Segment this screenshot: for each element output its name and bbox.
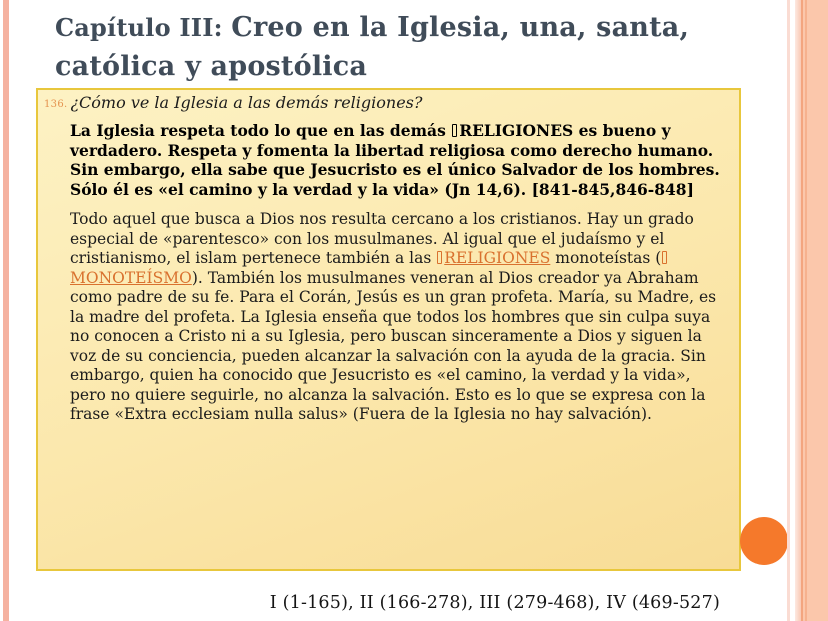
commentary-paragraph (70, 210, 721, 425)
text-run: RELIGIONES es bueno y verdadero. Respeta y fomenta la libertad religiosa como derecho humano. Sin embargo, ella sabe que Jesucristo es el único Salvador de los hombres. Sólo él es «el camino y la verdad y la vida» (Jn 14,6). [841-845,846-848] (70, 121, 720, 199)
term-link[interactable]: MONOTEÍSMO (70, 268, 192, 287)
question-panel (36, 88, 741, 571)
slide-title-prefix: Capítulo III: (55, 13, 232, 42)
right-accent-stripe-thin (787, 0, 790, 621)
text-run: ). También los musulmanes veneran al Dios creador ya Abraham como padre de su fe. Para el Corán, Jesús es un gran profeta. María, su Madre, es la madre del profeta. La Iglesia enseña que todos los hombres que sin culpa suya no conocen a Cristo ni a su Iglesia, pero buscan sinceramente a Dios y siguen la voz de su conciencia, pueden alcanzar la salvación con la ayuda de la gracia. Sin embargo, quien ha conocido que Jesucristo es «el camino, la verdad y la vida», pero no quiere seguirle, no alcanza la salvación. Esto es lo que se expresa con la frase «Extra ecclesiam nulla salus» (Fuera de la Iglesia no hay salvación). (70, 268, 717, 423)
left-accent-stripe (3, 0, 9, 621)
missing-glyph-box-icon (662, 251, 667, 264)
missing-glyph-box-icon (452, 124, 457, 137)
text-run: La Iglesia respeta todo lo que en las demás (70, 121, 452, 140)
decorative-circle (740, 517, 788, 565)
text-run: monoteístas ( (550, 249, 662, 267)
question-text: ¿Cómo ve la Iglesia a las demás religiones? (70, 93, 423, 112)
text-run: Todo aquel que busca a Dios nos resulta cercano a los cristianos. Hay un grado especial de «parentesco» con los musulmanes. Al igual que el judaísmo y el cristianismo, el islam pertenece también a las (70, 210, 694, 267)
answer-paragraph (70, 121, 721, 199)
slide-title-main: Creo en la Iglesia, una, santa, católica y apostólica (55, 12, 690, 83)
footer-index: I (1-165), II (166-278), III (279-468), IV (469-527) (269, 593, 720, 613)
missing-glyph-box-icon (437, 251, 442, 264)
right-accent-stripe-band-line (805, 0, 807, 621)
term-link[interactable]: RELIGIONES (444, 249, 551, 267)
slide-title (55, 6, 755, 84)
question-line (44, 93, 723, 112)
question-number: 136. (44, 99, 68, 110)
